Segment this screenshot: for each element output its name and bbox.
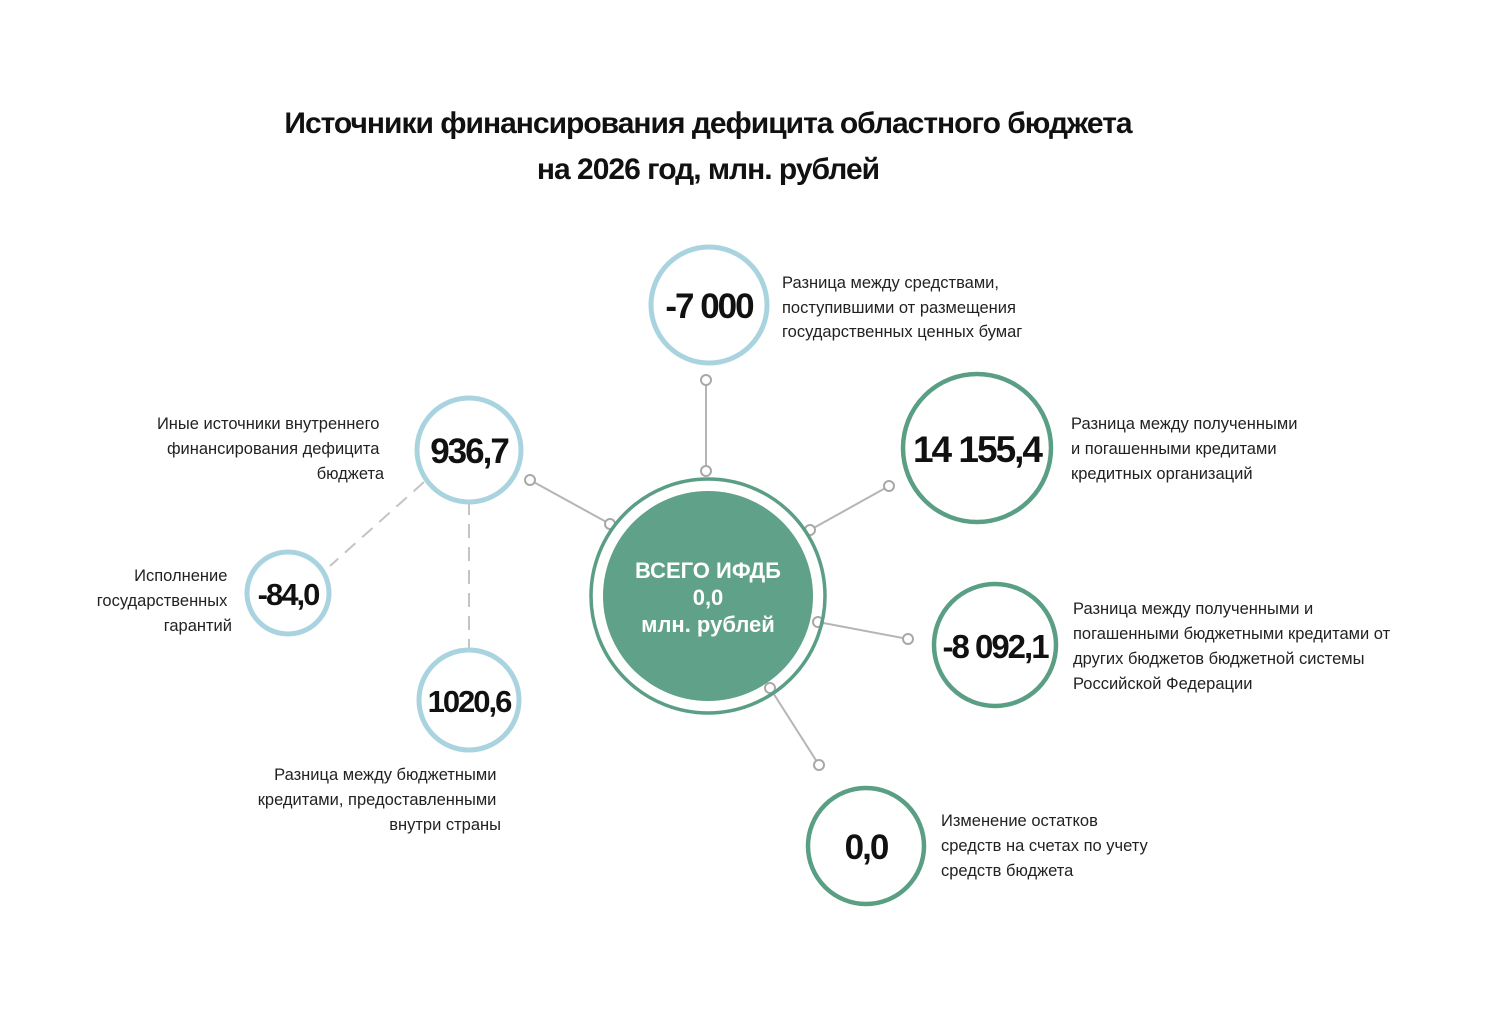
node-label: Разница между полученными и погашенными бюджетными кредитами от других бюджетов бюджетной системы Российской Федерации: [1073, 600, 1391, 693]
connector-dot: [701, 375, 711, 385]
node-value: -84,0: [257, 577, 319, 612]
node-label: Разница между бюджетными кредитами, предоставленными внутри страны: [257, 766, 501, 834]
connector-left: [530, 480, 610, 524]
node-value: 1020,6: [427, 684, 511, 719]
center-unit: млн. рублей: [641, 612, 775, 637]
node-other-internal-sources: [157, 398, 521, 502]
title-line-2: на 2026 год, млн. рублей: [536, 153, 880, 186]
node-securities: [651, 247, 1022, 363]
node-credit-organizations: [903, 374, 1302, 522]
connector-lower-right: [770, 688, 819, 765]
node-account-balances: [808, 788, 1152, 904]
node-budget-credits: [934, 584, 1395, 706]
node-label: Изменение остатков средств на счетах по учету средств бюджета: [941, 812, 1148, 880]
connector-dot: [884, 481, 894, 491]
connector-right: [818, 622, 908, 639]
connector-dot: [903, 634, 913, 644]
connector-dot: [814, 760, 824, 770]
connector-dot: [525, 475, 535, 485]
connector-upper-right: [810, 486, 889, 530]
node-label: Иные источники внутреннего финансирования дефицита бюджета: [156, 415, 384, 483]
center-label-total: ВСЕГО ИФДБ: [635, 558, 781, 583]
node-value: 14 155,4: [912, 429, 1042, 470]
dashed-connector-guarantees: [330, 482, 424, 566]
dashed-connectors: [330, 482, 469, 650]
node-label: Разница между полученными и погашенными кредитами кредитных организаций: [1071, 415, 1298, 483]
title-line-1: Источники финансирования дефицита областного бюджета: [284, 107, 1132, 140]
center-hub: [591, 479, 825, 713]
node-value: -7 000: [665, 287, 753, 326]
node-state-guarantees: [97, 552, 329, 635]
node-value: -8 092,1: [942, 628, 1048, 665]
center-value: 0,0: [692, 585, 724, 610]
node-label: Исполнение государственных гарантий: [96, 567, 232, 635]
connector-dot: [701, 466, 711, 476]
node-value: 0,0: [844, 828, 888, 867]
node-domestic-budget-credits: [258, 650, 519, 834]
node-label: Разница между средствами, поступившими от размещения государственных ценных бумаг: [782, 274, 1023, 341]
node-value: 936,7: [430, 432, 508, 471]
